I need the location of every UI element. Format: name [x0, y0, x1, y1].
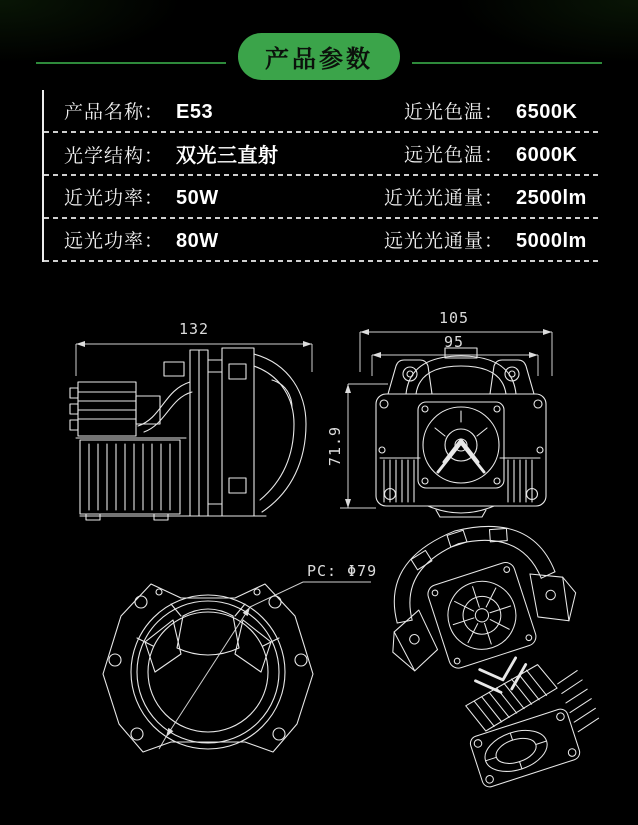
spec-label: 产品名称：	[64, 102, 165, 123]
side-view-drawing	[66, 320, 322, 522]
spec-label: 远光功率：	[64, 231, 165, 252]
row-divider	[44, 260, 598, 262]
section-header	[0, 33, 638, 80]
lens-view-lines	[103, 584, 313, 752]
table-row	[44, 90, 598, 131]
table-row	[44, 219, 598, 260]
dim-label-outer-width: 105	[438, 309, 470, 327]
header-right-line	[412, 62, 602, 64]
spec-value: 2500lm	[516, 187, 587, 209]
rear-view-lines	[376, 348, 546, 517]
spec-label: 远光色温：	[403, 145, 504, 166]
header-left-line	[36, 62, 226, 64]
rear-view-drawing	[326, 309, 564, 528]
table-row	[44, 133, 598, 174]
section-title-badge: 产品参数	[238, 33, 400, 80]
dim-label-inner-width: 95	[443, 333, 465, 351]
spec-label: 近光色温：	[403, 102, 504, 123]
spec-value: 80W	[176, 230, 219, 252]
table-row	[44, 176, 598, 217]
spec-value: 5000lm	[516, 230, 587, 252]
spec-value: 6000K	[516, 144, 578, 166]
side-view-lines	[70, 348, 306, 520]
isometric-view-drawing	[378, 508, 608, 787]
spec-label: 光学结构：	[64, 146, 165, 167]
dimension-lines	[76, 344, 312, 376]
dim-label-width: 132	[178, 320, 210, 338]
spec-value: 50W	[176, 187, 219, 209]
spec-label: 远光光通量：	[383, 231, 504, 252]
spec-label: 近光功率：	[64, 188, 165, 209]
spec-table	[42, 90, 598, 262]
spec-value: 6500K	[516, 101, 578, 123]
spec-value: E53	[176, 101, 214, 123]
spec-value: 双光三直射	[176, 145, 279, 167]
dim-label-height: 71.9	[326, 425, 344, 467]
diameter-label: PC: Φ79	[307, 562, 378, 580]
spec-label: 近光光通量：	[383, 188, 504, 209]
iso-view-lines	[363, 501, 625, 802]
lens-front-view-drawing	[75, 556, 378, 778]
